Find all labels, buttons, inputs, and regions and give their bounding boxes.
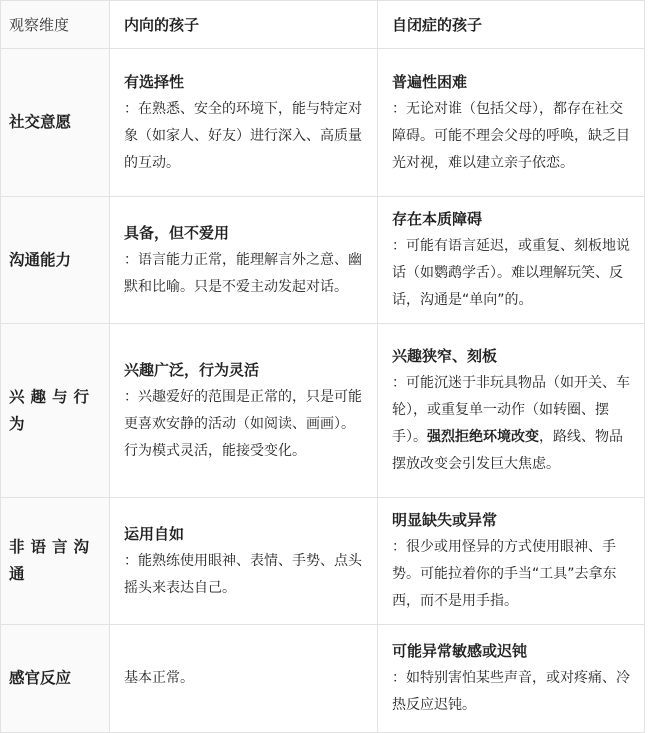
cell-title: 普遍性困难 [392,72,468,91]
table-row [1,324,645,498]
header-introvert: 内向的孩子 [110,1,378,49]
autism-cell [378,498,645,625]
cell-description [392,370,630,478]
cell-title: 兴趣广泛，行为灵活 [124,360,260,379]
introvert-cell [110,625,378,733]
table-row [1,498,645,625]
header-dimension: 观察维度 [1,1,110,49]
cell-description: ：语言能力正常，能理解言外之意、幽默和比喻。只是不爱主动发起对话。 [124,251,362,295]
cell-description: ：能熟练使用眼神、表情、手势、点头摇头来表达自己。 [124,552,362,596]
introvert-cell [110,324,378,498]
cell-title: 明显缺失或异常 [392,511,498,529]
cell-description: ：可能有语言延迟，或重复、刻板地说话（如鹦鹉学舌）。难以理解玩笑、反话，沟通是“单向”的。 [392,238,630,308]
introvert-cell [110,498,378,625]
autism-cell [378,625,645,733]
autism-cell [378,197,645,324]
dimension-cell: 感官反应 [1,625,110,733]
dimension-cell: 社交意愿 [1,49,110,197]
introvert-cell [110,197,378,324]
cell-title: 存在本质障碍 [392,210,483,228]
introvert-cell [110,49,378,197]
table-row [1,49,645,197]
dimension-cell: 非语言沟通 [1,498,110,625]
dimension-cell: 沟通能力 [1,197,110,324]
cell-title: 可能异常敏感或迟钝 [392,642,528,660]
table-header-row [1,1,645,49]
cell-description: ：在熟悉、安全的环境下，能与特定对象（如家人、好友）进行深入、高质量的互动。 [124,100,362,171]
autism-cell [378,324,645,498]
emphasized-text: 强烈拒绝环境改变 [427,429,539,445]
cell-description: ：如特别害怕某些声音，或对疼痛、冷热反应迟钝。 [392,670,630,713]
cell-title: 运用自如 [124,524,185,543]
cell-description: 基本正常。 [124,670,194,686]
description-text: ，路线、物品摆放改变会引发巨大焦虑。 [392,429,623,472]
description-text: ：可能沉迷于非玩具物品（如开关、车轮），或重复单一动作（如转圈、摆手）。 [392,375,630,445]
cell-title: 兴趣狭窄、刻板 [392,347,498,365]
cell-description: ：兴趣爱好的范围是正常的，只是可能更喜欢安静的活动（如阅读、画画）。行为模式灵活，能接受变化。 [124,388,362,459]
cell-title: 有选择性 [124,72,185,91]
autism-cell [378,49,645,197]
table-row [1,625,645,733]
header-autism: 自闭症的孩子 [378,1,645,49]
cell-title: 具备，但不爱用 [124,223,230,242]
table-row [1,197,645,324]
cell-description: ：很少或用怪异的方式使用眼神、手势。可能拉着你的手当“工具”去拿东西，而不是用手指。 [392,539,617,609]
cell-description: ：无论对谁（包括父母），都存在社交障碍。可能不理会父母的呼唤，缺乏目光对视，难以建立亲子依恋。 [392,100,630,171]
dimension-cell: 兴趣与行为 [1,324,110,498]
